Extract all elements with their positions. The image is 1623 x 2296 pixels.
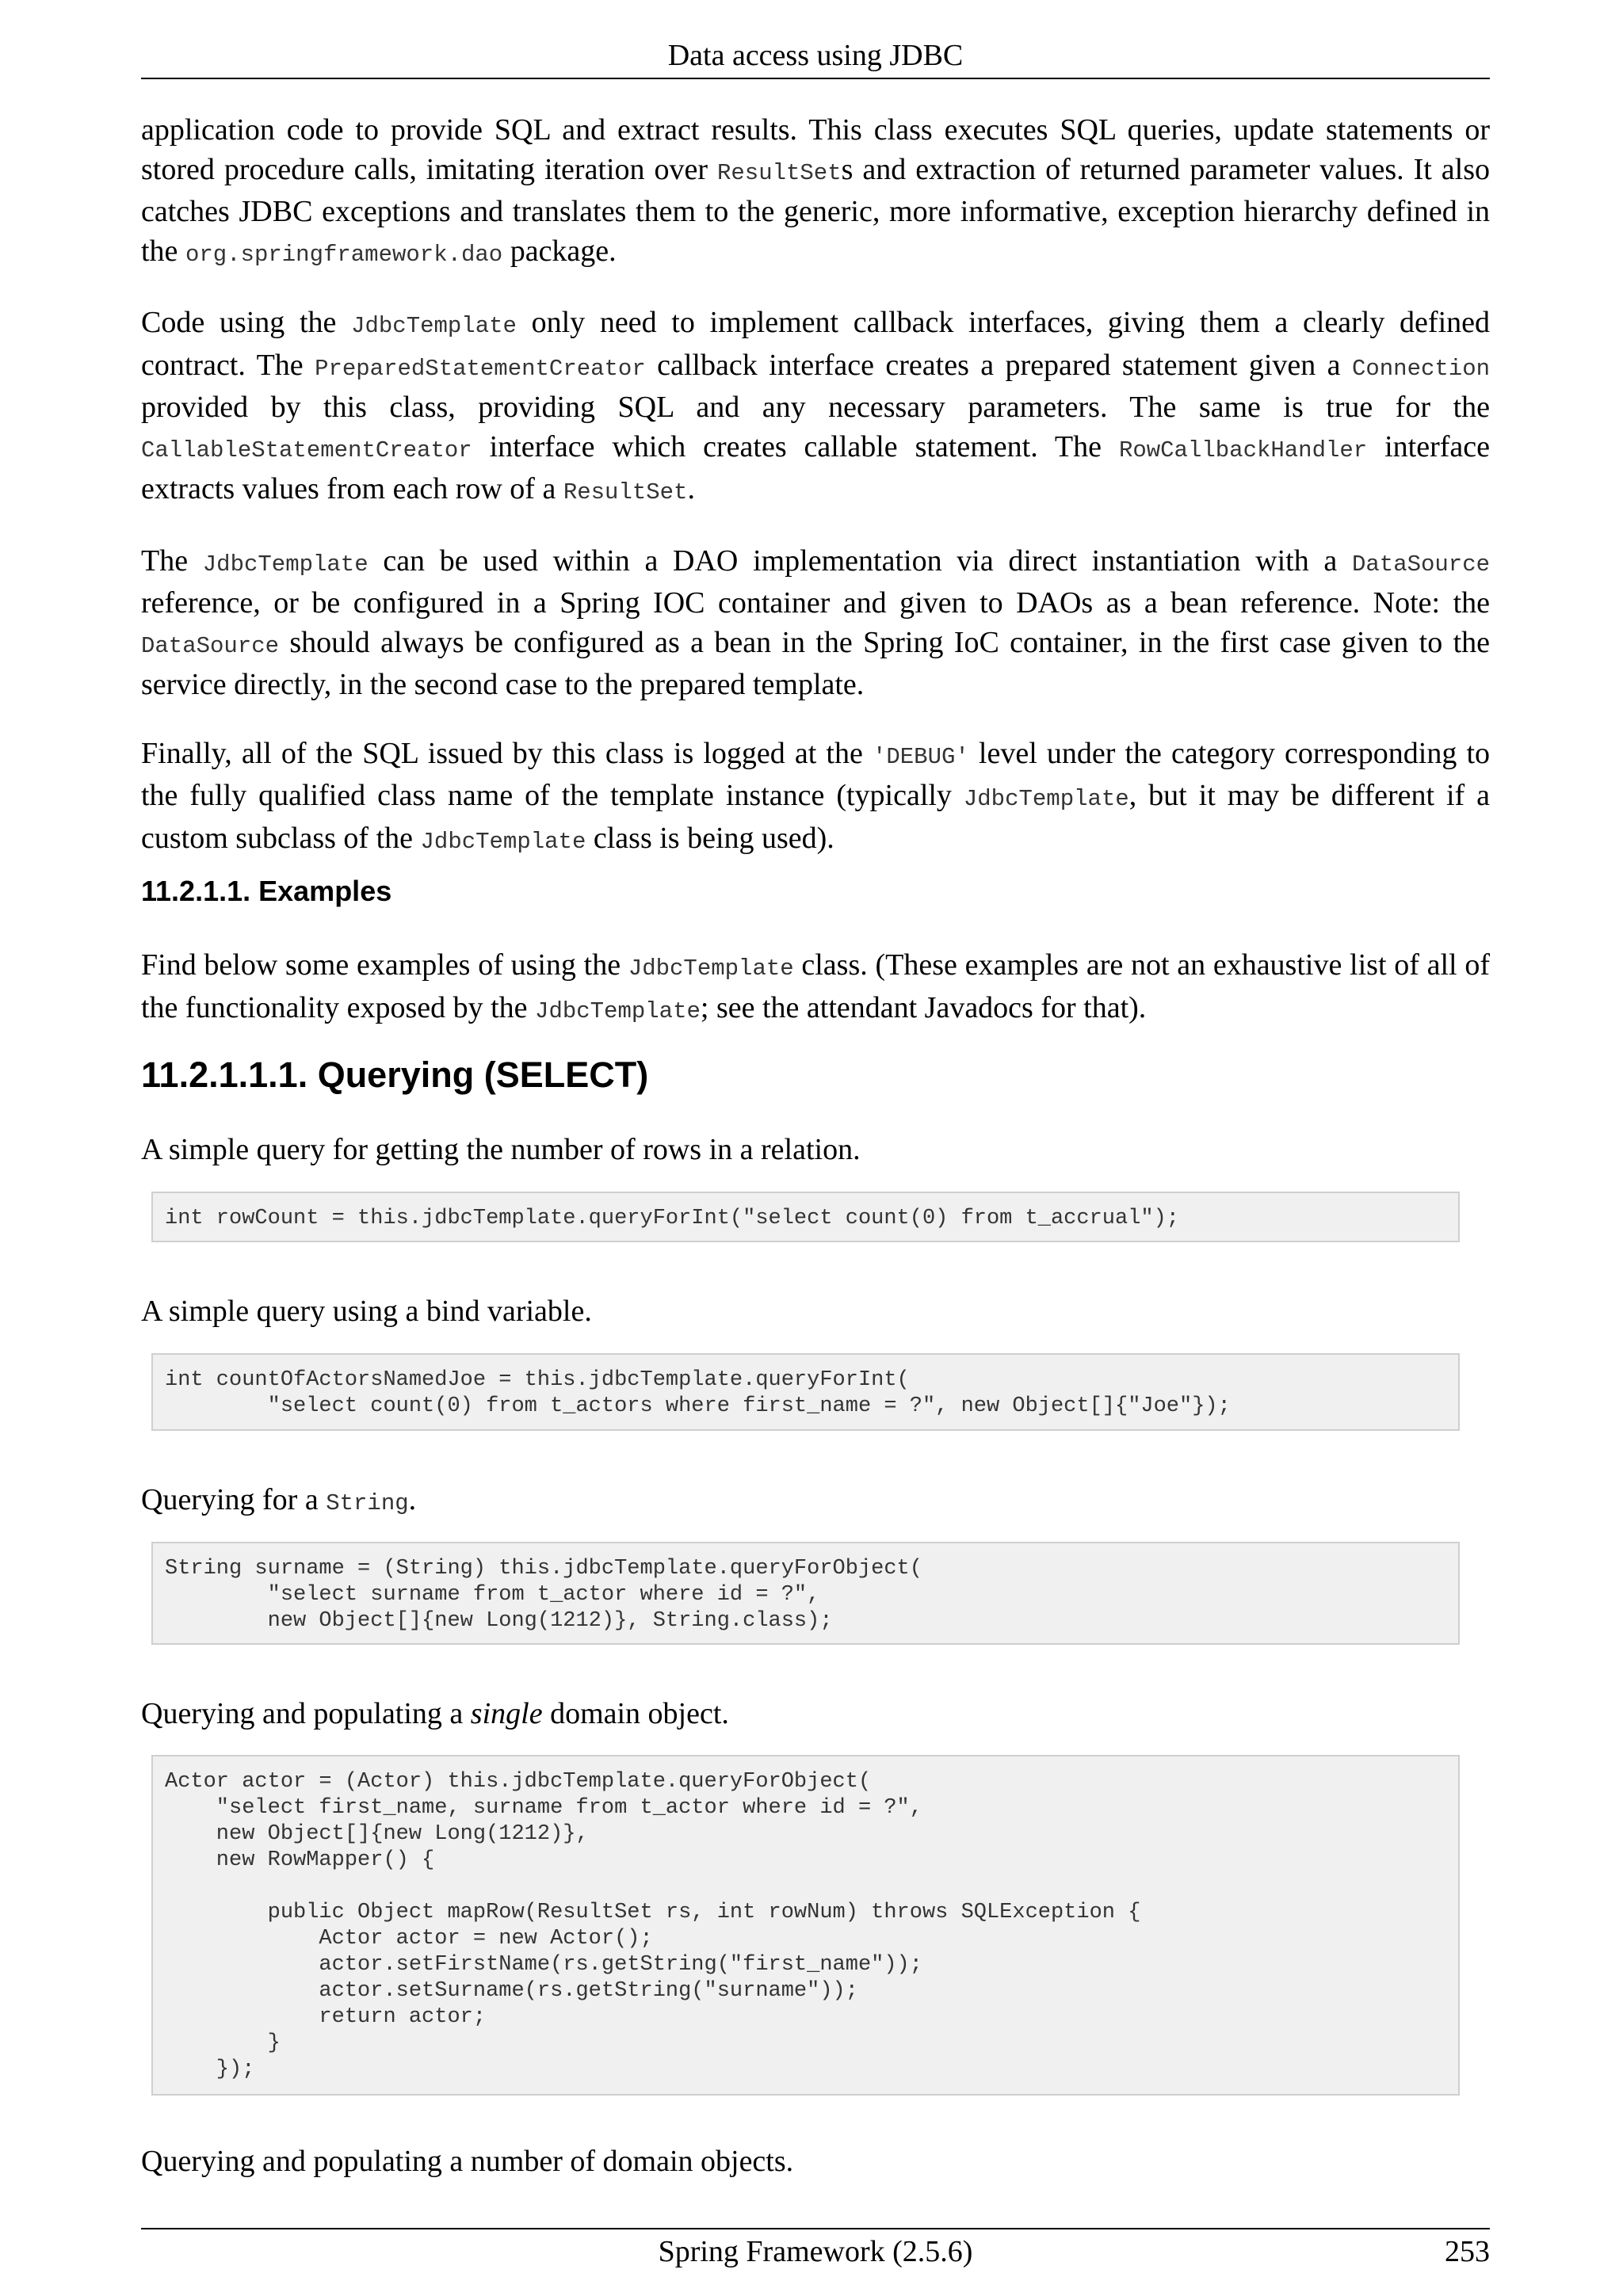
text-run: callback interface creates a prepared statement given a [645, 348, 1352, 382]
text-run: class. (These examples are not an exhaustive list of all of the functionality exposed by the [141, 948, 1490, 1024]
text-run: ; see the attendant Javadocs for that). [700, 990, 1147, 1024]
text-run: Querying and populating a [141, 1697, 471, 1730]
text-run: only need to implement callback interfaces, giving them a clearly defined contract. The [141, 306, 1490, 382]
page-number: 253 [1445, 2235, 1490, 2268]
text-run: , but it may be different if a custom subclass of the [141, 779, 1490, 855]
example-1-description: A simple query for getting the number of rows in a relation. [141, 1133, 861, 1166]
inline-code: DataSource [141, 632, 280, 659]
paragraph-examples-intro [141, 946, 1490, 1031]
paragraph-logging [141, 734, 1490, 862]
code-listing: int countOfActorsNamedJoe = this.jdbcTemplate.queryForInt( "select count(0) from t_actors where first_name = ?", new Object[]{"Joe"}); [165, 1368, 1231, 1418]
document-page [141, 0, 1490, 2296]
section-heading-querying: 11.2.1.1.1. Querying (SELECT) [141, 1055, 649, 1095]
paragraph-callback-interfaces [141, 303, 1490, 513]
code-listing: String surname = (String) this.jdbcTemplate.queryForObject( "select surname from t_actor where id = ?", new Object[]{new Long(1212)}, String.class); [165, 1557, 922, 1633]
text-run: Querying for a [141, 1483, 327, 1516]
code-block-row-count [151, 1192, 1460, 1242]
text-run: Finally, all of the SQL issued by this class is logged at the [141, 736, 873, 770]
code-block-query-string [151, 1542, 1460, 1645]
running-footer [141, 2228, 1490, 2274]
inline-code: JdbcTemplate [963, 786, 1129, 812]
example-3-description [141, 1481, 1490, 1524]
text-run: package. [502, 234, 617, 268]
inline-code: Connection [1351, 355, 1490, 382]
code-listing: int rowCount = this.jdbcTemplate.queryForInt("select count(0) from t_accrual"); [165, 1207, 1180, 1230]
inline-code: 'DEBUG' [872, 743, 969, 770]
inline-code: JdbcTemplate [202, 551, 369, 578]
emphasis: single [470, 1697, 543, 1730]
inline-code: ResultSet [563, 479, 688, 505]
code-block-single-domain-object [151, 1755, 1460, 2096]
text-run: The [141, 543, 203, 578]
inline-code: String [326, 1490, 409, 1516]
text-run: domain object. [542, 1697, 729, 1730]
example-2-description: A simple query using a bind variable. [141, 1295, 592, 1328]
code-listing: Actor actor = (Actor) this.jdbcTemplate.queryForObject( "select first_name, surname from t_actor where id = ?", new Object[]{new Long(1212)}, new RowMapper() { public Object mapRow(ResultSet rs, int rowNum) throws SQLException { Actor actor = new Actor(); actor.setFirstName(rs.getString("first_name")); actor.setSurname(rs.getString("surname")); return actor; } }); [165, 1770, 1141, 2081]
text-run: interface which creates callable statement. The [472, 429, 1119, 463]
code-block-bind-variable [151, 1353, 1460, 1431]
text-run: provided by this class, providing SQL and any necessary parameters. The same is true for the [141, 391, 1490, 424]
inline-code: DataSource [1351, 551, 1491, 578]
section-heading-examples: 11.2.1.1. Examples [141, 875, 392, 907]
inline-code: ResultSet [716, 159, 842, 186]
paragraph-dao-usage [141, 542, 1490, 705]
inline-code: JdbcTemplate [535, 997, 701, 1024]
text-run: can be used within a DAO implementation via direct instantiation with a [368, 543, 1352, 578]
footer-title: Spring Framework (2.5.6) [658, 2235, 973, 2268]
text-run: reference, or be configured in a Spring IOC container and given to DAOs as a bean reference. Note: the [141, 586, 1490, 620]
text-run: . [408, 1483, 417, 1516]
running-header: Data access using JDBC [141, 35, 1490, 79]
text-run: level under the category corresponding to the fully qualified class name of the template instance (typically [141, 736, 1491, 812]
inline-code: JdbcTemplate [420, 828, 586, 855]
intro-section [141, 111, 1490, 861]
text-run: should always be configured as a bean in the Spring IoC container, in the first case given to the service directly, in the second case to the prepared template. [141, 625, 1490, 701]
paragraph-jdbc-template-overview [141, 111, 1490, 274]
inline-code: JdbcTemplate [628, 955, 794, 982]
text-run: class is being used). [586, 821, 834, 855]
inline-code: PreparedStatementCreator [315, 355, 646, 382]
example-5-description: Querying and populating a number of domain objects. [141, 2145, 794, 2178]
inline-code: org.springframework.dao [185, 241, 503, 268]
inline-code: JdbcTemplate [351, 313, 517, 339]
text-run: Find below some examples of using the [141, 948, 628, 982]
text-run: interface extracts values from each row of a [141, 429, 1491, 505]
text-run: application code to provide SQL and extract results. This class executes SQL queries, update statements or stored procedure calls, imitating iteration over [141, 113, 1490, 186]
inline-code: CallableStatementCreator [141, 437, 472, 463]
inline-code: RowCallbackHandler [1118, 437, 1368, 463]
text-run: s and extraction of returned parameter values. It also catches JDBC exceptions and translates them to the generic, more informative, exception hierarchy defined in the [141, 152, 1490, 268]
text-run: . [687, 472, 695, 505]
text-run: Code using the [141, 306, 352, 339]
example-4-description [141, 1695, 1490, 1734]
